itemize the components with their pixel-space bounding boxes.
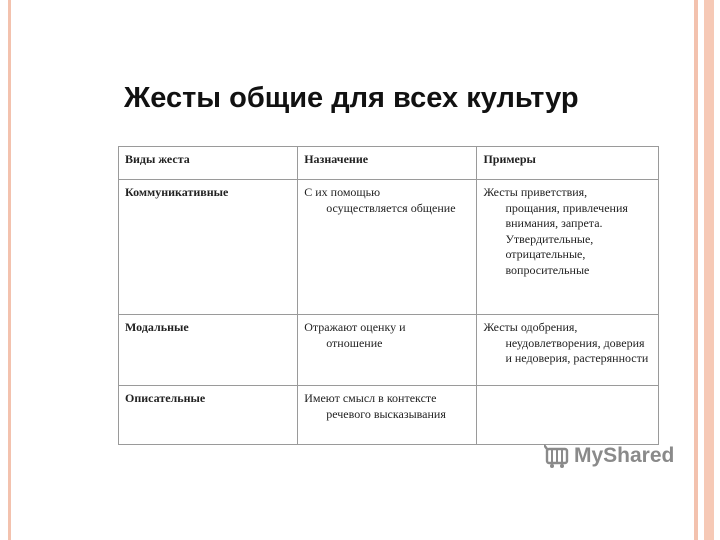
- cell-examples: [477, 180, 659, 315]
- right-border-decoration-outer: [704, 0, 714, 540]
- slide-title: Жесты общие для всех культур: [124, 82, 579, 114]
- table-row: [119, 315, 659, 386]
- header-cell-type: Виды жеста: [119, 147, 298, 180]
- table-header-row: [119, 147, 659, 180]
- gestures-table: [118, 146, 659, 445]
- cell-type: Коммуникативные: [119, 180, 298, 315]
- cell-purpose-rest: отношение: [326, 335, 383, 350]
- cell-examples-first-line: Жесты одобрения,: [483, 320, 578, 334]
- watermark-text: MyShared: [574, 444, 675, 467]
- header-cell-examples: Примеры: [477, 147, 659, 180]
- myshared-logo-icon: [544, 443, 570, 469]
- cell-type: Модальные: [119, 315, 298, 386]
- cell-examples-rest: прощания, привлечения внимания, запрета. Утвердительные, отрицательные, вопросительные: [505, 200, 628, 277]
- right-border-decoration-inner: [694, 0, 698, 540]
- cell-examples: [477, 386, 659, 445]
- cell-examples-rest: неудовлетворения, доверия и недоверия, растерянности: [505, 335, 649, 365]
- cell-purpose-first-line: Отражают оценку и: [304, 320, 406, 334]
- cell-type: Описательные: [119, 386, 298, 445]
- table-row: [119, 386, 659, 445]
- header-cell-purpose: Назначение: [298, 147, 477, 180]
- table-row: [119, 180, 659, 315]
- cell-purpose-first-line: С их помощью: [304, 185, 381, 199]
- cell-purpose: [298, 315, 477, 386]
- myshared-watermark[interactable]: [544, 443, 674, 469]
- cell-purpose-rest: осуществляется общение: [326, 200, 456, 215]
- cell-purpose-rest: речевого высказывания: [326, 406, 446, 421]
- cell-purpose: [298, 180, 477, 315]
- cell-examples-first-line: Жесты приветствия,: [483, 185, 588, 199]
- cell-purpose-first-line: Имеют смысл в контексте: [304, 391, 437, 405]
- cell-examples: [477, 315, 659, 386]
- cell-purpose: [298, 386, 477, 445]
- left-border-decoration: [8, 0, 11, 540]
